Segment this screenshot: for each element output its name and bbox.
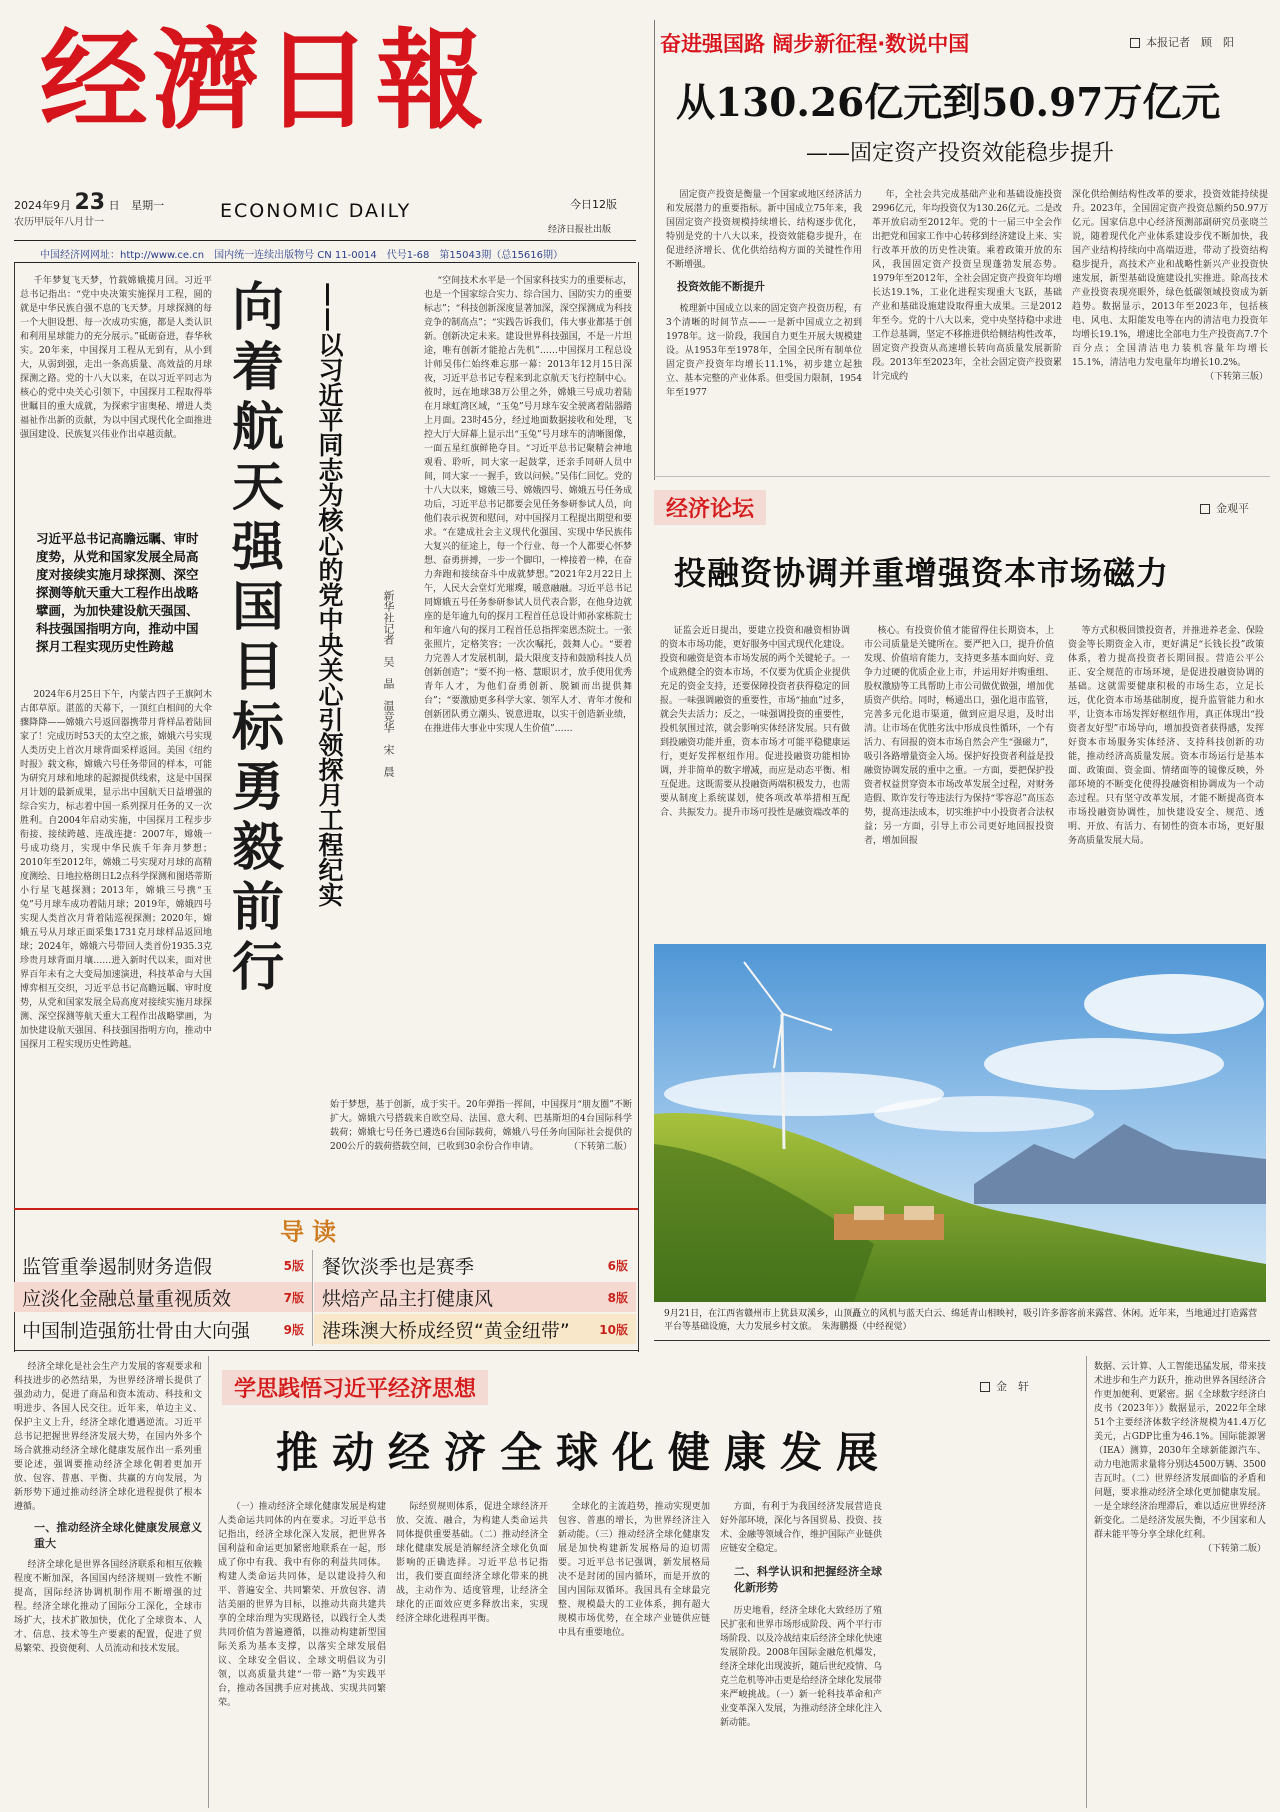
wind-turbine-photo <box>654 944 1266 1302</box>
headline-char: 勇 <box>231 757 284 818</box>
headline-char: 航 <box>231 397 284 458</box>
top-author <box>1130 34 1234 50</box>
theory-col3: 全球化的主流趋势，推动实现更加包容、普惠的增长，为世界经济注入新动能。（三）推动经济全球化健康发展是加快构建新发展格局的迫切需要。习近平总书记强调，新发展格局决不是封闭的国内循环，而是开放的国内国际双循环。我国具有全球最完整、规模最大的工业体系，拥有超大规模市场优势，在全球产业链供应链中具有重要地位。 <box>558 1502 710 1638</box>
headline-char: 向 <box>231 277 284 338</box>
guide-item-label: 烘焙产品主打健康风 <box>322 1287 494 1310</box>
guide-item[interactable] <box>14 1250 312 1280</box>
lead-col-b: “空间技术水平是一个国家科技实力的重要标志，也是一个国家综合实力、综合国力、国防实力的重要标志”；“科技创新深度显著加深，深空探测成为科技竞争的制高点”；“实践告诉我们，伟大事业都基于创新。创新决定未来。建设世界科技强国，不是一片坦途，唯有创新才能抢占先机”……中国探月工程总设计师吴伟仁始终难忘那一幕：2013年12月15日深夜，习近平总书记专程来到北京航天飞行控制中心。彼时，远在地球38万公里之外，嫦娥三号成功着陆在月球虹湾区域，“玉兔”号月球车安全驶离着陆器踏上月面。23时45分，经过地面数据接收和处理，飞控大厅大屏幕上显示出“玉兔”号月球车的清晰图像，一面五星红旗鲜艳夺目。“习近平总书记聚精会神地观看、聆听，同大家一起鼓掌，还亲手同研人员中间，同大家一一握手，致以问候。”吴伟仁回忆。党的十八大以来，嫦娥三号、嫦娥四号、嫦娥五号任务成功后，习近平总书记都要会见任务参研参试人员，向他们表示祝贺和慰问，对中国探月工程提出期望和要求。“在建成社会主义现代化强国、实现中华民族伟大复兴的征途上，每一个行业、每一个人都要心怀梦想、奋勇拼搏，一步一个脚印，一棒接着一棒，在奋力奔跑和接续奋斗中成就梦想。”2021年2月22日上午，人民大会堂灯光璀璨，暖意融融。习近平总书记同嫦娥五号任务参研参试人员代表合影，在他身边就座的是年逾九旬的探月工程首任总设计师孙家栋院士和年逾八旬的探月工程首任总指挥栾恩杰院士。一张张照片，定格笑容；一次次嘱托，鼓舞人心。“要着力完善人才发展机制，最大限度支持和鼓励科技人员创新创造”；“要不拘一格、慧眼识才，放手使用优秀青年人才，为他们奋勇创新、脱颖而出提供舞台”；“要激励更多科学大家、领军人才、青年才俊和创新团队勇立潮头、锐意进取，以实干创造新业绩，在推进伟大事业中实现人生价值”…… <box>424 276 632 734</box>
top-col1 <box>666 188 862 460</box>
theory-col2: 际经贸规则体系，促进全球经济开放、交流、融合，为构建人类命运共同体提供重要基础。（二）推动经济全球化健康发展是消解经济全球化负面影响的正确选择。习近平总书记指出，我们要直面经济全球化带来的挑战，主动作为、适度管理，让经济全球化的正面效应更多释放出来，实现经济全球化进程再平衡。 <box>396 1502 548 1624</box>
theory-col0 <box>14 1360 202 1806</box>
theory-col5 <box>1094 1360 1266 1806</box>
lead-headline <box>222 278 294 998</box>
guide-item[interactable] <box>14 1282 312 1312</box>
guide-item-label: 监管重拳遏制财务造假 <box>22 1255 213 1278</box>
info-line: 中国经济网网址：http://www.ce.cn 国内统一连续出版物号 CN 11-0014 代号1-68 第15043期（总15616期） <box>40 250 564 261</box>
guide-item-label: 中国制造强筋壮骨由大向强 <box>22 1319 251 1342</box>
lead-bottom-text: 始于梦想，基于创新，成于实干。20年弹指一挥间，中国探月“朋友圈”不断扩大。嫦娥六号搭载来自欧空局、法国、意大利、巴基斯坦的4台国际科学载荷；嫦娥七号任务已遴选6台国际载荷，嫦娥八号任务向国际社会提供的200公斤的载荷搭载空间，已收到30余份合作申请。 <box>330 1100 632 1152</box>
guide-item[interactable] <box>314 1314 636 1344</box>
theory-col5-text: 数据、云计算、人工智能迅猛发展，带来技术进步和生产力跃升，推动世界各国经济合作更加便利、更紧密。据《全球数字经济白皮书（2023年）》数据显示，2022年全球51个主要经济体数字经济规模为41.4万亿美元，占GDP比重为46.1%。国际能源署（IEA）测算，2030年全球新能源汽车、动力电池需求量将分别达4500万辆、3500吉瓦时。（二）世界经济发展面临的矛盾和问题，要求推动经济全球化更加健康发展。一是全球经济治理滞后，难以适应世界经济新变化。二是经济发展失衡，不少国家和人群未能平等分享全球化红利。 <box>1094 1362 1266 1540</box>
guide-item-page: 8版 <box>607 1290 628 1305</box>
lead-subhead: ——以习近平同志为核心的党中央关心引领探月工程纪实 <box>315 282 344 907</box>
date-day: 23 <box>74 190 106 215</box>
square-icon <box>1200 504 1210 514</box>
top-col1-para2: 梳理新中国成立以来的固定资产投资历程，有3个清晰的时间节点——一是新中国成立之初到1978年。这一阶段，我国自力更生开展大规模建设。从1953年至1978年，全国全民所有制单位固定资产投资年均增长11.1%，初步建立起独立、基本完整的产业体系。但受国力限制，1954年至1977 <box>666 304 862 398</box>
theory-col4-heading: 二、科学认识和把握经济全球化新形势 <box>734 1565 882 1594</box>
top-col3-text: 深化供给侧结构性改革的要求，投资效能持续提升。2023年，全国固定资产投资总额约50.97万亿元。国家信息中心经济预测部副研究员张晓兰说，随着现代化产业体系建设步伐不断加快，我国产业结构持续向中高端迈进，带动了投资结构稳步提升，高技术产业和战略性新兴产业投资快速发展，新型基础设施建设扎实推进。除高技术产业投资表现亮眼外，绿色低碳领域投资成为新趋势。数据显示，2013年至2023年，包括核电、风电、太阳能发电等在内的清洁电力投资年均增长19.1%，增速比全部电力生产投资高7.7个百分点；全国清洁电力装机容量年均增长15.1%，清洁电力发电量年均增长10.2%。 <box>1072 190 1268 368</box>
forum-author-name: 金观平 <box>1216 502 1249 515</box>
theory-author-name: 金 轩 <box>996 1380 1029 1393</box>
lead-bold-summary: 习近平总书记高瞻远瞩、审时度势，从党和国家发展全局高度对接续实施月球探测、深空探测等航天重大工程作出战略擘画，为加快建设航天强国、科技强国指明方向，推动中国探月工程实现历史性跨越 <box>36 531 199 654</box>
theory-headline: 推动经济全球化健康发展 <box>276 1428 893 1477</box>
headline-char: 前 <box>231 877 284 938</box>
theory-col0-heading: 一、推动经济全球化健康发展意义重大 <box>34 1521 202 1550</box>
theory-col4-para2: 历史地看，经济全球化大致经历了殖民扩张和世界市场形成阶段、两个平行市场阶段、以及冷战结束后经济全球化快速发展阶段。2008年国际金融危机爆发，经济全球化出现波折，随后世纪疫情、乌克兰危机等冲击更是给经济全球化发展带来严峻挑战。（一）新一轮科技革命和产业变革深入发展，为推动经济全球化注入新动能。 <box>720 1606 882 1728</box>
forum-tag: 经济论坛 <box>654 490 766 525</box>
headline-char: 毅 <box>231 817 284 878</box>
square-icon <box>980 1382 990 1392</box>
theory-col4-para: 方面，有利于为我国经济发展营造良好外部环境，深化与各国贸易、投资、技术、金融等领域合作，维护国际产业链供应链安全稳定。 <box>720 1502 882 1554</box>
guide-item[interactable] <box>314 1250 636 1280</box>
headline-char: 行 <box>231 937 284 998</box>
top-col3-cont: （下转第三版） <box>1204 372 1268 382</box>
forum-col2: 核心。有投资价值才能留得住长期资本，上市公司质量是关键所在。要严把入口，提升价值发现、价值培育能力，支持更多基本面向好、竞争力过硬的优质企业上市，并运用好并购重组、股权激励等工具帮助上市公司做优做强，增加优质资产供给。同时，畅通出口，强化退市监管，完善多元化退市渠道，做到应退尽退，及时出清。让市场在优胜劣汰中形成良性循环，一个有活力、有回报的资本市场自然会产生“强磁力”，吸引各路增量资金入场。保护好投资者利益是投融资协调发展的重中之重。一方面，要把保护投资者权益贯穿资本市场改革发展全过程，对财务造假、欺诈发行等违法行为保持“零容忍”高压态势，提高违法成本，切实维护中小投资者合法权益；另一方面，引导上市公司更好地回报投资者，增加回报 <box>864 626 1054 846</box>
headline-char: 着 <box>231 337 284 398</box>
theory-col4 <box>720 1500 882 1806</box>
guide-item-page: 7版 <box>283 1290 304 1305</box>
date-year: 2024年9月 <box>14 199 71 212</box>
lead-byline: 新华社记者 吴 晶 温竞华 宋 晨 <box>382 590 395 777</box>
theory-cont: （下转第二版） <box>1202 1544 1266 1554</box>
guide-title: 导读 <box>280 1218 344 1246</box>
lead-col-a2: 2024年6月25日下午，内蒙古四子王旗阿木古郎草原。湛蓝的天幕下，一顶红白相间的大伞骤降降——嫦娥六号返回器携带月背样品着陆回家了！完成历时53天的太空之旅，嫦娥六号实现人类历史上首次月球背面采样返回。美国《纽约时报》载文称，嫦娥六号任务带回的样本，可能为研究月球和地球的起源提供线索，这是中国探月计划的最新成果，显示出中国航天日益增强的综合实力，标志着中国一系列探月任务的又一次胜利。自2004年启动实施，中国探月工程步步衔接、接续跨越、连战连捷：2007年，嫦娥一号成功绕月，实现中华民族千年奔月梦想；2010年至2012年，嫦娥二号实现对月球的高精度测绘、日地拉格朗日L2点科学探测和图塔蒂斯小行星飞越探测；2013年，嫦娥三号携“玉兔”号月球车成功着陆月球；2019年，嫦娥四号实现人类首次月背着陆巡视探测；2020年，嫦娥五号从月球正面采集1731克月球样品返回地球；2024年，嫦娥六号带回人类首份1935.3克珍贵月球背面月壤……进入新时代以来，面对世界百年未有之大变局加速演进，科技革命与大国博弈相互交织，习近平总书记高瞻远瞩、审时度势，从党和国家发展全局高度对接续实施月球探测、深空探测等航天重大工程作出战略擘画，为加快建设航天强国、科技强国指明方向，推动中国探月工程实现历史性跨越。 <box>20 690 212 1050</box>
date-suffix: 日 <box>108 199 120 212</box>
weekday: 星期一 <box>131 199 165 212</box>
theory-col1: （一）推动经济全球化健康发展是构建人类命运共同体的内在要求。习近平总书记指出，经济全球化深入发展，把世界各国利益和命运更加紧密地联系在一起，形成了你中有我、我中有你的利益共同体。构建人类命运共同体，是以建设持久和平、普遍安全、共同繁荣、开放包容、清洁美丽的世界为目标，以推动共商共建共享的全球治理为实现路径，以践行全人类共同价值为普遍遵循，以推动构建新型国际关系为基本支撑，以落实全球发展倡议、全球安全倡议、全球文明倡议为引领，以高质量共建“一带一路”为实践平台，推动各国携手应对挑战、实现共同繁荣。 <box>218 1502 386 1708</box>
forum-col1: 证监会近日提出，要建立投资和融资相协调的资本市场功能，更好服务中国式现代化建设。投资和融资是资本市场发展的两个关键轮子。一个成熟健全的资本市场，不仅要为优质企业提供充足的资金支持，还要保障投资者获得稳定的回报。一味强调融资的重要性，市场“抽血”过多，就会失去活力；反之，一味强调投资的重要性，投机氛围过浓，就会影响实体经济发展。只有做到投融资功能并重，资本市场才可能平稳健康运行，更好发挥枢纽作用。促进投融资功能相协调，并非简单的数字增减，而应是动态平衡、相互促进。这既需要从投融资两端积极发力，也需要从制度上系统谋划，使各项改革举措相互配合、共振发力。提升市场可投性是融资端改革的 <box>660 626 850 818</box>
top-col1-subtitle: 投资效能不断提升 <box>677 280 765 293</box>
theory-col0-para2: 经济全球化是世界各国经济联系和相互依赖程度不断加深，各国国内经济规则一致性不断提高，国际经济协调机制作用不断增强的过程。经济全球化推动了国际分工深化，全球市场扩大，技术扩散加快，优化了全球资本、人才、信息、技术等生产要素的配置，促进了贸易繁荣、投资便利、人员流动和技术发展。 <box>14 1560 202 1654</box>
headline-char: 国 <box>231 577 284 638</box>
top-author-name: 本报记者 顾 阳 <box>1146 36 1234 49</box>
forum-author <box>1200 500 1249 516</box>
headline-char: 强 <box>231 517 284 578</box>
forum-col3: 等方式积极回馈投资者，并推进养老金、保险资金等长期资金入市，更好满足“长钱长投”政策体系，着力提高投资者长期回报。营造公平公正、安全规范的市场环境，是促进投融资协调的基础。这就需要健康积极的市场生态，立足长远，优化资本市场基础制度，提升监管能力和水平，让资本市场发挥好枢纽作用，真正体现出“投资者友好型”市场导向，增加投资者获得感，发挥好资本市场服务实体经济、支持科技创新的功能，推动经济高质量发展。资本市场运行是基本面、政策面、资金面、情绪面等的镜像反映，外部环境的不断变化使得投融资相协调成为一个动态过程。只有坚守改革发展，才能不断提高资本市场投融资协调性，加快建设安全、规范、透明、开放、有活力、有韧性的资本市场，更好服务高质量发展大局。 <box>1068 626 1264 846</box>
photo-caption: 9月21日，在江西省赣州市上犹县双溪乡，山顶矗立的风机与蓝天白云、绵延青山相映衬，吸引许多游客前来露营、休闲。近年来，当地通过打造露营平台等基础设施，大力发展乡村文旅。 朱海鹏摄（中经视觉） <box>664 1309 1258 1332</box>
guide-item[interactable] <box>14 1314 312 1344</box>
guide-item-page: 6版 <box>607 1258 628 1273</box>
headline-char: 标 <box>231 697 284 758</box>
masthead-date <box>14 190 164 215</box>
headline-char: 天 <box>231 457 284 518</box>
masthead-title: 经濟日報 <box>40 18 489 144</box>
square-icon <box>1130 38 1140 48</box>
headline-char: 目 <box>231 637 284 698</box>
guide-item-label: 餐饮淡季也是赛季 <box>322 1255 475 1278</box>
theory-col0-para: 经济全球化是社会生产力发展的客观要求和科技进步的必然结果，为世界经济增长提供了强劲动力，促进了商品和资本流动、科技和文明进步、各国人民交往。近年来，单边主义、保护主义上升，经济全球化遭遇逆流。习近平总书记把握世界经济发展大势，在国内外多个场合就推动经济全球化健康发展作出一系列重要论述，强调要推动经济全球化朝着更加开放、包容、普惠、平衡、共赢的方向发展，为新形势下通过推动经济全球化进程提供了根本遵循。 <box>14 1362 202 1512</box>
guide-item-page: 10版 <box>599 1322 628 1337</box>
guide-item-page: 5版 <box>283 1258 304 1273</box>
top-col1-para: 固定资产投资是衡量一个国家或地区经济活力和发展潜力的重要指标。新中国成立75年来，我国固定资产投资规模持续增长、结构逐步优化，特别是党的十八大以来，投资效能稳步提升，在促进经济增长、优化供给结构方面的关键性作用不断增强。 <box>666 190 862 270</box>
top-headline: 从130.26亿元到50.97万亿元 <box>676 80 1221 126</box>
top-col2: 年，全社会共完成基础产业和基础设施投资2996亿元，年均投资仅为130.26亿元。二是改革开放启动至2012年。党的十一届三中全会作出把党和国家工作中心转移到经济建设上来、实行改革开放的历史性决策。乘着政策开放的东风，我国固定资产投资呈现蓬勃发展态势。1979年至2012年，全社会固定资产投资年均增长达19.1%，工业化进程实现重大飞跃，基础产业和基础设施建设取得重大成果。三是2012年至今。党的十八大以来，党中央坚持稳中求进工作总基调，坚定不移推进供给侧结构性改革，固定资产投资从高速增长转向高质量发展新阶段。2013年至2023年，全社会固定资产投资累计完成约 <box>872 190 1062 382</box>
guide-item-label: 港珠澳大桥成经贸“黄金纽带” <box>322 1319 570 1342</box>
lead-col-bottom <box>330 1098 632 1194</box>
page-count: 今日12版 <box>570 198 617 211</box>
theory-tag: 学思践悟习近平经济思想 <box>222 1370 488 1405</box>
lunar-date: 农历甲辰年八月廿一 <box>14 217 104 228</box>
landscape-image <box>654 944 1266 1302</box>
top-col3 <box>1072 188 1268 460</box>
theory-author <box>980 1378 1029 1394</box>
forum-headline: 投融资协调并重增强资本市场磁力 <box>674 554 1170 592</box>
publisher: 经济日报社出版 <box>548 225 612 235</box>
lead-cont: （下转第二版） <box>568 1142 632 1152</box>
lead-col-a1: 千年梦复飞天梦，竹载嫦娥揽月回。习近平总书记指出：“党中央决策实施探月工程，圆的就是中华民族自强不息的飞天梦。月球探测的每一个大胆设想、每一次成功实施，都是人类认识和利用星球能力的充分展示。”砥砺奋进，春华秋实。20年来，中国探月工程从无到有，从小到大，从弱到强，走出一条高质量、高效益的月球探测之路。党的十八大以来，在以习近平同志为核心的党中央关心引领下，中国探月工程取得举世瞩目的重大成就，为探索宇宙奥秘、增进人类福祉作出新的贡献，为以中国式现代化全面推进强国建设、民族复兴伟业作出卓越贡献。 <box>20 276 212 440</box>
guide-item[interactable] <box>314 1282 636 1312</box>
masthead-english: ECONOMIC DAILY <box>220 200 412 222</box>
top-kicker: 奋进强国路 阔步新征程·数说中国 <box>660 32 970 56</box>
top-subhead: ——固定资产投资效能稳步提升 <box>806 141 1115 166</box>
guide-item-label: 应淡化金融总量重视质效 <box>22 1287 232 1310</box>
guide-item-page: 9版 <box>283 1322 304 1337</box>
